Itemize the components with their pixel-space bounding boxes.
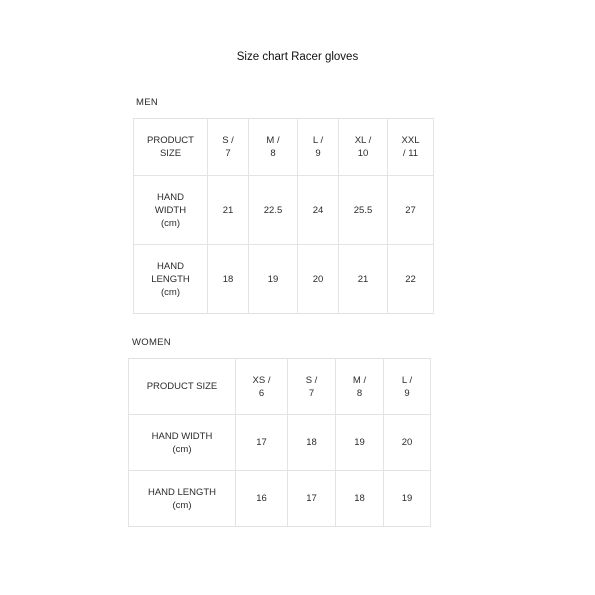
men-header-cell: PRODUCT SIZE [134,119,208,176]
men-header-cell: HAND WIDTH (cm) [134,176,208,245]
men-value-cell: 21 [339,245,388,314]
women-header-cell: HAND LENGTH (cm) [129,471,236,527]
men-section-label: MEN [136,97,159,108]
women-value-cell: 19 [384,471,431,527]
women-value-cell: 17 [288,471,336,527]
men-value-cell: 18 [208,245,249,314]
men-size-cell: L / 9 [298,119,339,176]
women-value-cell: 18 [336,471,384,527]
women-size-cell: M / 8 [336,359,384,415]
men-row-hand-length [134,245,434,314]
women-row-product-size [129,359,431,415]
women-value-cell: 16 [236,471,288,527]
women-row-hand-length [129,471,431,527]
men-row-product-size [134,119,434,176]
men-size-cell: M / 8 [249,119,298,176]
women-size-cell: S / 7 [288,359,336,415]
women-header-cell: HAND WIDTH (cm) [129,415,236,471]
men-value-cell: 19 [249,245,298,314]
men-value-cell: 21 [208,176,249,245]
women-value-cell: 19 [336,415,384,471]
men-size-table [133,118,434,314]
men-header-cell: HAND LENGTH (cm) [134,245,208,314]
women-section-label: WOMEN [132,337,171,348]
women-row-hand-width [129,415,431,471]
women-size-table [128,358,431,527]
women-value-cell: 20 [384,415,431,471]
women-value-cell: 18 [288,415,336,471]
women-size-cell: L / 9 [384,359,431,415]
men-value-cell: 24 [298,176,339,245]
men-value-cell: 20 [298,245,339,314]
men-size-cell: S / 7 [208,119,249,176]
men-size-cell: XXL / 11 [388,119,434,176]
women-value-cell: 17 [236,415,288,471]
men-value-cell: 25.5 [339,176,388,245]
men-value-cell: 22.5 [249,176,298,245]
page-title: Size chart Racer gloves [236,51,359,63]
men-size-cell: XL / 10 [339,119,388,176]
women-header-cell: PRODUCT SIZE [129,359,236,415]
women-size-cell: XS / 6 [236,359,288,415]
men-value-cell: 22 [388,245,434,314]
men-value-cell: 27 [388,176,434,245]
men-row-hand-width [134,176,434,245]
